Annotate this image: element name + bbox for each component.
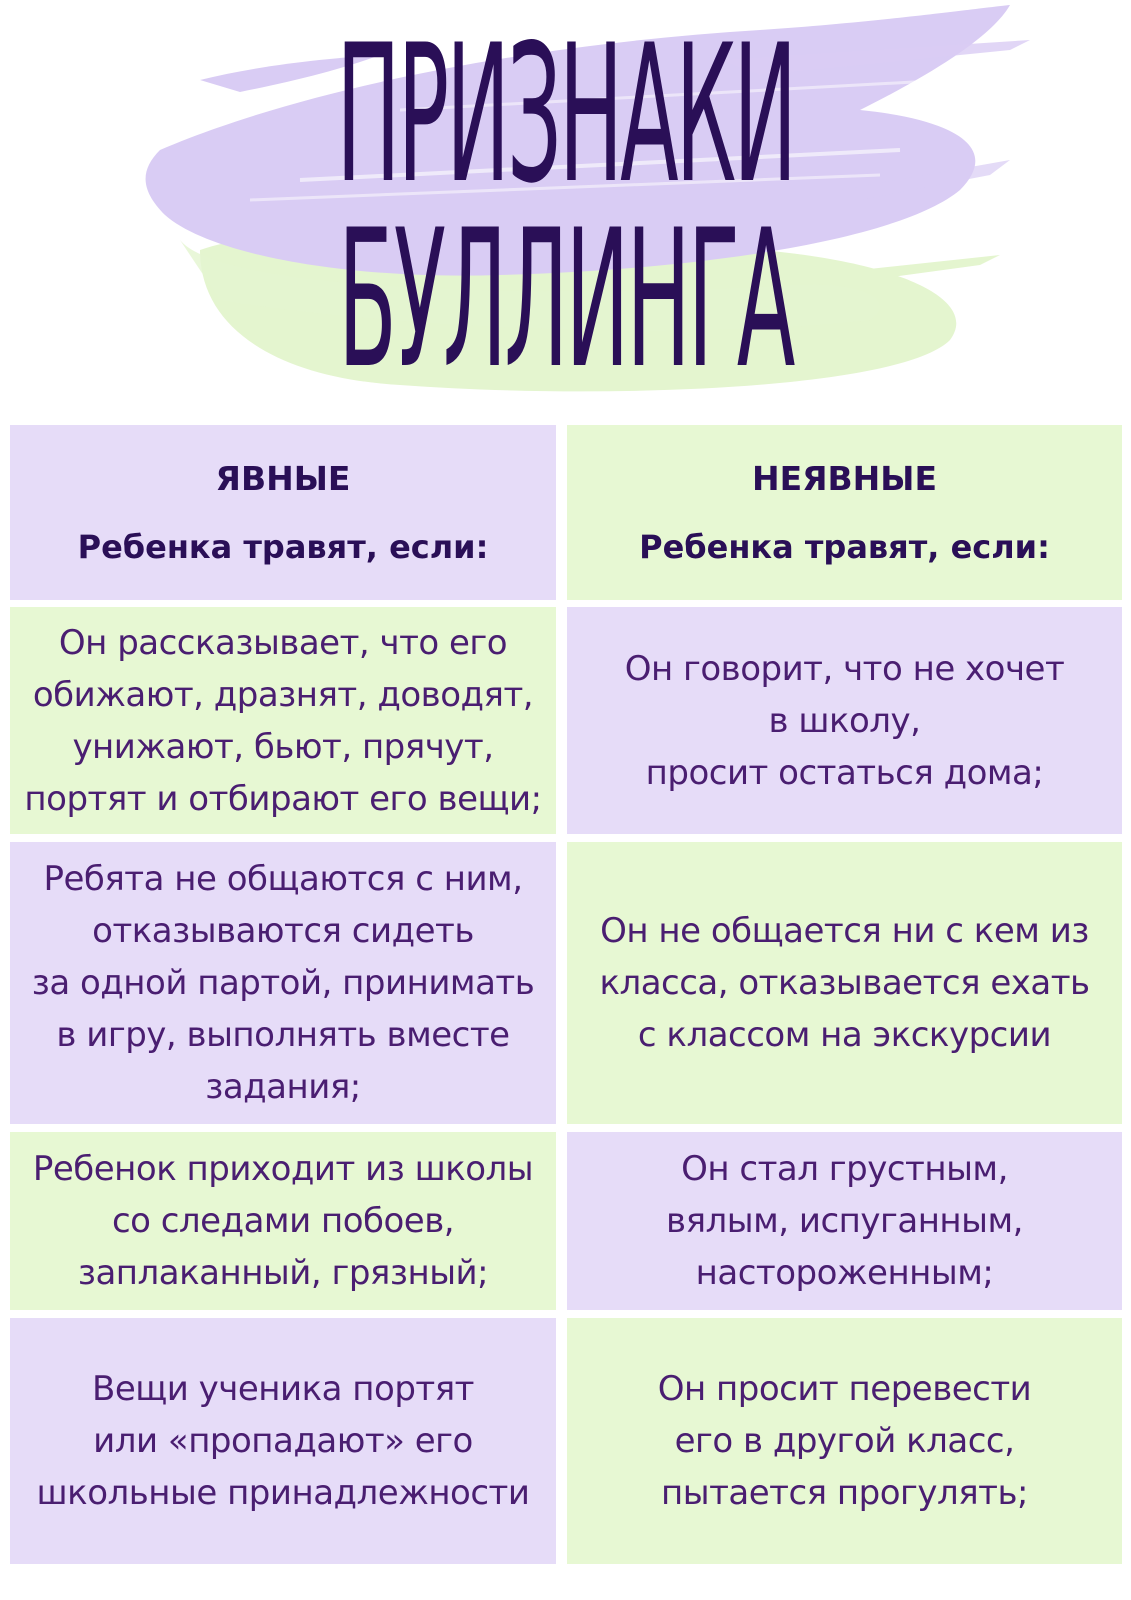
column-header-explicit [10,425,556,600]
sign-text: Вещи ученика портят или «пропадают» его школьные принадлежности [36,1369,530,1513]
column-subtitle: Ребенка травят, если: [77,527,489,566]
sign-text: Он рассказывает, что его обижают, дразнят, доводят, унижают, бьют, прячут, портят и отбирают его вещи; [24,622,542,819]
column-type-label: ЯВНЫЕ [215,458,351,498]
title-line-1: ПРИЗНАКИ [336,4,795,225]
column-type-label: НЕЯВНЫЕ [751,458,938,498]
explicit-sign-cell [10,607,556,834]
sign-text: Ребенок приходит из школы со следами побоев, заплаканный, грязный; [32,1149,534,1293]
page-title [283,4,849,410]
implicit-sign-cell [567,1132,1122,1310]
explicit-sign-cell [10,1318,556,1564]
implicit-sign-cell [567,607,1122,834]
sign-text: Ребята не общаются с ним, отказываются сидеть за одной партой, принимать в игру, выполнять вместе задания; [31,859,535,1107]
explicit-sign-cell [10,842,556,1124]
title-line-2: БУЛЛИНГА [338,189,793,410]
implicit-sign-cell [567,1318,1122,1564]
sign-text: Он не общается ни с кем из класса, отказывается ехать с классом на экскурсии [599,911,1090,1055]
signs-table [10,425,1122,1597]
explicit-sign-cell [10,1132,556,1310]
column-subtitle: Ребенка травят, если: [639,527,1050,566]
sign-text: Он стал грустным, вялым, испуганным, настороженным; [666,1149,1023,1293]
header [0,0,1131,420]
sign-text: Он просит перевести его в другой класс, пытается прогулять; [657,1369,1032,1513]
column-header-implicit [567,425,1122,600]
implicit-sign-cell [567,842,1122,1124]
sign-text: Он говорит, что не хочет в школу, просит остаться дома; [624,648,1065,793]
